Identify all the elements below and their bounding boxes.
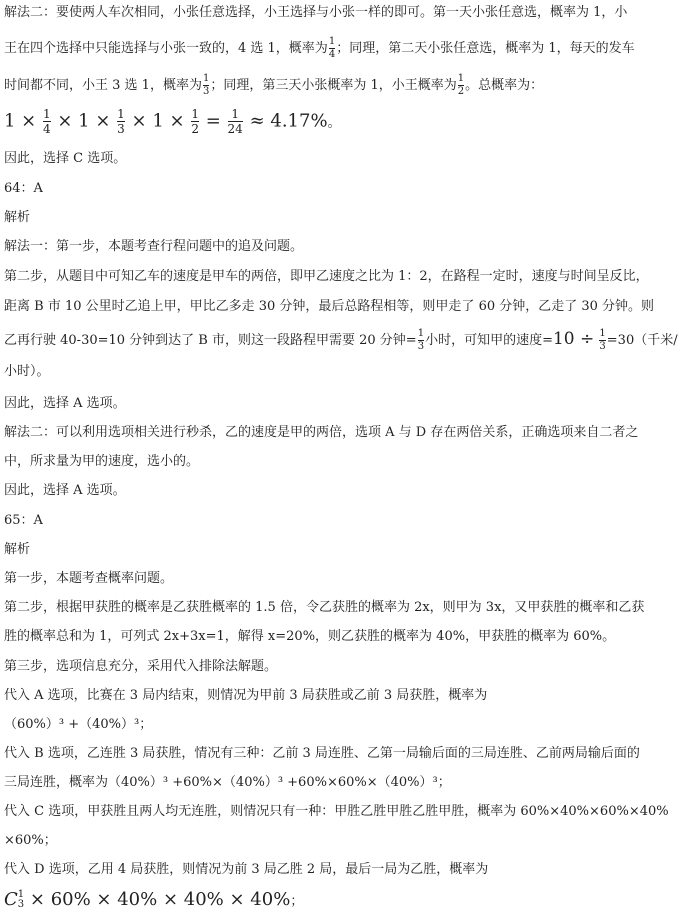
- math-text: 。: [327, 115, 341, 131]
- fraction-1-4: [329, 37, 335, 60]
- denominator: 3: [117, 122, 125, 136]
- subscript: 3: [17, 899, 25, 910]
- heading-jiexi-2: 解析: [4, 542, 31, 557]
- conclusion-a-1: 因此，选择 A 选项。: [4, 396, 126, 411]
- option-c-line2: ×60%；: [4, 833, 57, 848]
- numerator: 1: [328, 36, 336, 47]
- method2-line1: 解法二：可以利用选项相关进行秒杀，乙的速度是甲的两倍，选项 A 与 D 存在两倍关系，正确选项来自二者之: [4, 425, 639, 440]
- math-text: × 1 ×: [57, 110, 111, 132]
- text-span: 王在四个选择中只能选择与小张一致的，4 选 1，概率为: [4, 41, 328, 56]
- denominator: 4: [43, 122, 51, 136]
- denominator: 3: [417, 341, 425, 352]
- text-span: 乙再行驶 40-30=10 分钟到达了 B 市，则这一段路程甲需要 20 分钟=: [4, 333, 417, 348]
- numerator: 1: [117, 107, 125, 121]
- denominator: 3: [599, 341, 606, 352]
- option-c-line1: 代入 C 选项，甲获胜且两人均无连胜，则情况只有一种：甲胜乙胜甲胜乙胜甲胜，概率为 60%×40%×60%×40%: [4, 804, 669, 819]
- numerator: 1: [457, 73, 465, 84]
- numerator: 1: [191, 107, 199, 121]
- text-span: ；同理，第三天小张概率为 1，小王概率为: [210, 78, 457, 93]
- fraction-1-3: [203, 74, 209, 97]
- option-d-line1: 代入 D 选项，乙用 4 局获胜，则情况为前 3 局乙胜 2 局，最后一局为乙胜，概率为: [4, 862, 489, 877]
- fraction-1-24: [228, 108, 243, 135]
- text-span: 时间都不同，小王 3 选 1，概率为: [4, 78, 202, 93]
- q65-step1: 第一步，本题考查概率问题。: [4, 571, 174, 586]
- math-text: =: [205, 110, 221, 132]
- numerator: 1: [599, 328, 606, 339]
- method1-step2-line2: 距离 B 市 10 公里时乙追上甲，甲比乙多走 30 分钟，最后总路程相等，则甲走了 60 分钟，乙走了 30 分钟。则: [4, 299, 655, 314]
- para-method2-line1: 解法二：要使两人车次相同，小张任意选择，小王选择与小张一样的即可。第一天小张任意选，概率为 1，小: [4, 5, 628, 20]
- combination-indices: [18, 890, 24, 910]
- text-span: 小时，可知甲的速度=: [425, 333, 553, 348]
- fraction-1-3: [599, 329, 605, 352]
- conclusion-c: 因此，选择 C 选项。: [4, 151, 127, 166]
- numerator: 1: [43, 107, 51, 121]
- denominator: 24: [227, 122, 243, 136]
- combination-symbol: C: [4, 889, 18, 910]
- formula-total-probability: [4, 108, 644, 137]
- option-b-line2: 三局连胜，概率为（40%）³ +60%×（40%）³ +60%×60%×（40%）³；: [4, 775, 451, 790]
- heading-jiexi: 解析: [4, 210, 31, 225]
- math-text: × 1 ×: [131, 110, 185, 132]
- method1-step2-line1: 第二步，从题目中可知乙车的速度是甲车的两倍，即甲乙速度之比为 1：2，在路程一定时，速度与时间呈反比，: [4, 269, 649, 284]
- q65-step2-line1: 第二步，根据甲获胜的概率是乙获胜概率的 1.5 倍，令乙获胜的概率为 2x，则甲为 3x，又甲获胜的概率和乙获: [4, 600, 645, 615]
- fraction-1-2: [458, 74, 464, 97]
- numerator: 1: [417, 328, 425, 339]
- text-span: 。总概率为：: [465, 78, 544, 93]
- fraction-1-3: [418, 329, 424, 352]
- para-method2-line3: [4, 74, 644, 97]
- option-a-line1: 代入 A 选项，比赛在 3 局内结束，则情况为甲前 3 局获胜或乙前 3 局获胜，概率为: [4, 688, 488, 703]
- math-text: 1 ×: [4, 110, 37, 132]
- text-span: ；同理，第二天小张任意选，概率为 1，每天的发车: [336, 41, 635, 56]
- para-method2-line2: [4, 37, 644, 60]
- denominator: 2: [457, 86, 465, 97]
- superscript: 1: [17, 889, 25, 900]
- text-span: =30（千米/: [606, 333, 678, 348]
- answer-65: 65：A: [4, 513, 43, 528]
- method2-line2: 中，所求量为甲的速度，选小的。: [4, 454, 200, 469]
- fraction-1-4: [43, 108, 51, 135]
- q65-step2-line2: 胜的概率总和为 1，可列式 2x+3x=1，解得 x=20%，则乙获胜的概率为 40%，甲获胜的概率为 60%。: [4, 629, 616, 644]
- denominator: 2: [191, 122, 199, 136]
- option-b-line1: 代入 B 选项，乙连胜 3 局获胜，情况有三种：乙前 3 局连胜、乙第一局输后面的三局连胜、乙前两局输后面的: [4, 746, 640, 761]
- formula-option-d: [4, 888, 644, 914]
- numerator: 1: [231, 107, 239, 121]
- fraction-1-2: [191, 108, 199, 135]
- math-text: ；: [290, 894, 304, 909]
- method1-step2-line4: 小时）。: [4, 364, 50, 379]
- fraction-1-3: [117, 108, 125, 135]
- option-a-line2: （60%）³ +（40%）³；: [4, 717, 153, 732]
- answer-64: 64：A: [4, 181, 43, 196]
- conclusion-a-2: 因此，选择 A 选项。: [4, 483, 126, 498]
- denominator: 3: [202, 86, 210, 97]
- math-text: 10 ÷: [552, 329, 595, 349]
- math-text: ≈ 4.17%: [249, 110, 328, 132]
- math-text: × 60% × 40% × 40% × 40%: [29, 889, 291, 910]
- method1-step1: 解法一：第一步，本题考查行程问题中的追及问题。: [4, 239, 304, 254]
- denominator: 4: [328, 49, 336, 60]
- q65-step3: 第三步，选项信息充分，采用代入排除法解题。: [4, 659, 278, 674]
- method1-step2-line3: [4, 328, 678, 352]
- numerator: 1: [202, 73, 210, 84]
